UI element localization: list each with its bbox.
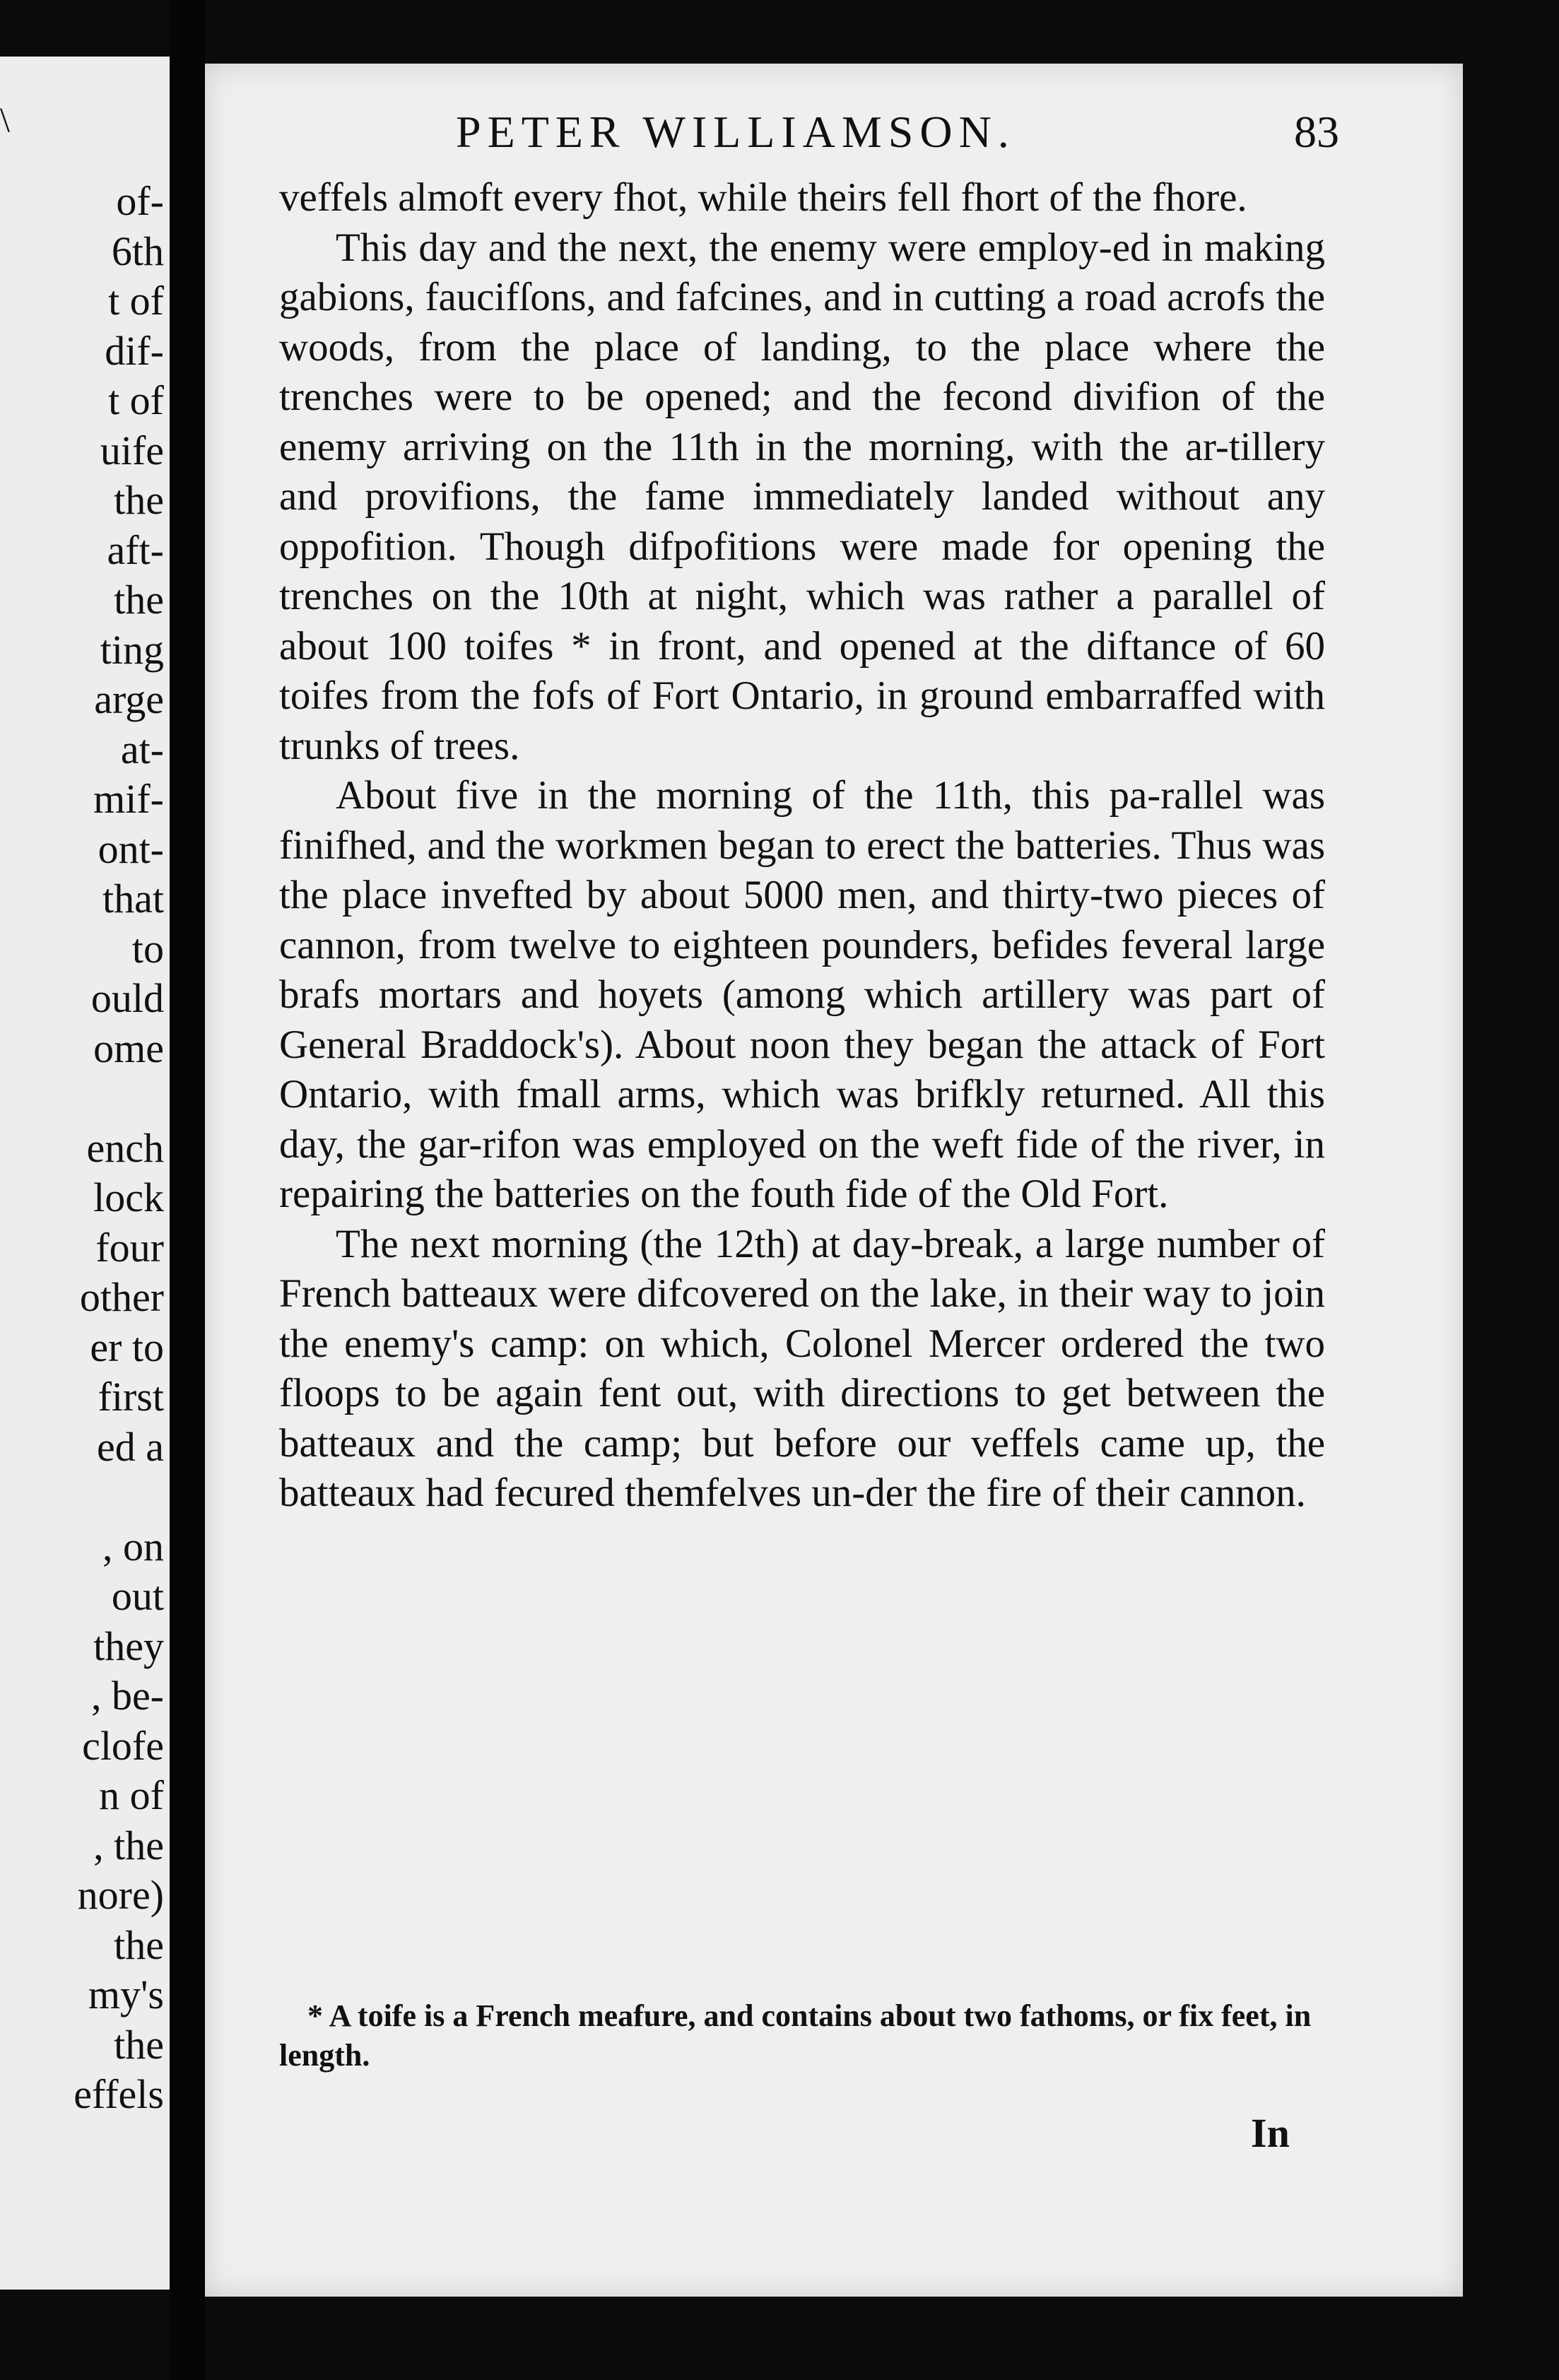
paragraph: About five in the morning of the 11th, this pa-rallel was finifhed, and the workmen began to erect the batteries. Thus was the place invefted by about 5000 men, and thirty-two pieces of cannon, from twelve to eighteen pounders, befides feveral large brafs mortars and hoyets (among which artillery was part of General Braddock's). About noon they began the attack of Fort Ontario, with fmall arms, which was brifkly returned. All this day, the gar-rifon was employed on the weft fide of the river, in repairing the batteries on the fouth fide of the Old Fort. — [279, 773, 1325, 1216]
facing-page-fragment: ench — [86, 1124, 164, 1171]
facing-page-fragment: four — [95, 1224, 164, 1271]
facing-page-fragment: the — [114, 2021, 164, 2068]
facing-page-fragment: ont- — [98, 825, 164, 872]
paragraph-continuation: veffels almoft every fhot, while theirs fell fhort of the fhore. — [279, 175, 1247, 220]
facing-page-fragment — [73, 1073, 164, 1124]
facing-page-fragment: aft- — [107, 526, 164, 573]
facing-page-fragment: first — [98, 1374, 164, 1420]
facing-page-fragment: ed a — [97, 1423, 164, 1470]
paragraph: This day and the next, the enemy were employ-ed in making gabions, faucifſons, and fafcines, and in cutting a road acrofs the woods, from the place of landing, to the place where the trenches were to be opened; and the fecond divifion of the enemy arriving on the 11th in the morning, with the ar-tillery and provifions, the fame immediately landed without any oppofition. Though difpofitions were made for opening the trenches on the 10th at night, which was rather a parallel of about 100 toifes * in front, and opened at the diftance of 60 toifes from the fofs of Fort Ontario, in ground embarraffed with trunks of trees. — [279, 225, 1325, 768]
page-number: 83 — [1294, 107, 1339, 157]
paragraph: The next morning (the 12th) at day-break, a large number of French batteaux were difcovered on the lake, in their way to join the enemy's camp: on which, Colonel Mercer ordered the two floops to be again fent out, with directions to get between the batteaux and the camp; but before our veffels came up, the batteaux had fecured themfelves un-der the fire of their cannon. — [279, 1221, 1325, 1515]
facing-page-fragment: the — [114, 577, 164, 623]
facing-page-fragment: other — [79, 1274, 164, 1320]
footnote: * A toife is a French meafure, and contains about two fathoms, or fix feet, in length. — [279, 1998, 1312, 2073]
facing-page-fragment: uife — [100, 427, 164, 473]
page-edge — [1463, 0, 1559, 2380]
facing-page-fragment: er to — [90, 1324, 164, 1370]
page-mark: \ — [0, 100, 10, 139]
facing-page-fragment: my's — [88, 1972, 164, 2017]
facing-page-fragment: , on — [102, 1523, 164, 1569]
body-text — [279, 173, 1325, 1519]
book-gutter — [170, 0, 205, 2380]
running-head: PETER WILLIAMSON. — [456, 107, 1016, 157]
facing-page-fragment: that — [102, 876, 164, 921]
facing-page-fragment: they — [93, 1622, 164, 1669]
facing-page-fragment: ome — [93, 1025, 164, 1071]
catchword: In — [1251, 2110, 1290, 2156]
facing-page-fragment: ould — [90, 975, 164, 1021]
facing-page-fragment: , the — [93, 1822, 164, 1868]
facing-page-fragment: out — [111, 1573, 164, 1619]
facing-page-fragment: effels — [73, 2071, 164, 2117]
facing-page-fragment: the — [114, 1921, 164, 1968]
facing-page-fragment: 6th — [111, 228, 164, 274]
facing-page-fragment: lock — [93, 1174, 164, 1220]
facing-page-fragment: ting — [100, 626, 164, 673]
facing-page-fragment: the — [114, 477, 164, 523]
facing-page-fragment — [73, 1472, 164, 1522]
facing-page-fragment: to — [131, 925, 164, 972]
facing-page-fragment: t of — [108, 278, 164, 324]
facing-page — [0, 57, 170, 2290]
facing-page-fragment: mif- — [93, 776, 164, 822]
facing-page-fragment: nore) — [77, 1872, 164, 1918]
page-header — [251, 106, 1339, 170]
facing-page-fragment: dif- — [105, 327, 164, 374]
facing-page-fragment: n of — [99, 1772, 164, 1818]
facing-page-fragment: arge — [94, 676, 164, 722]
facing-page-fragment: at- — [120, 726, 164, 772]
facing-page-fragment: clofe — [82, 1722, 164, 1769]
facing-page-fragment: t of — [108, 377, 164, 423]
facing-page-text — [73, 177, 164, 2120]
facing-page-fragment: , be- — [90, 1673, 164, 1719]
facing-page-fragment: of- — [116, 178, 164, 224]
